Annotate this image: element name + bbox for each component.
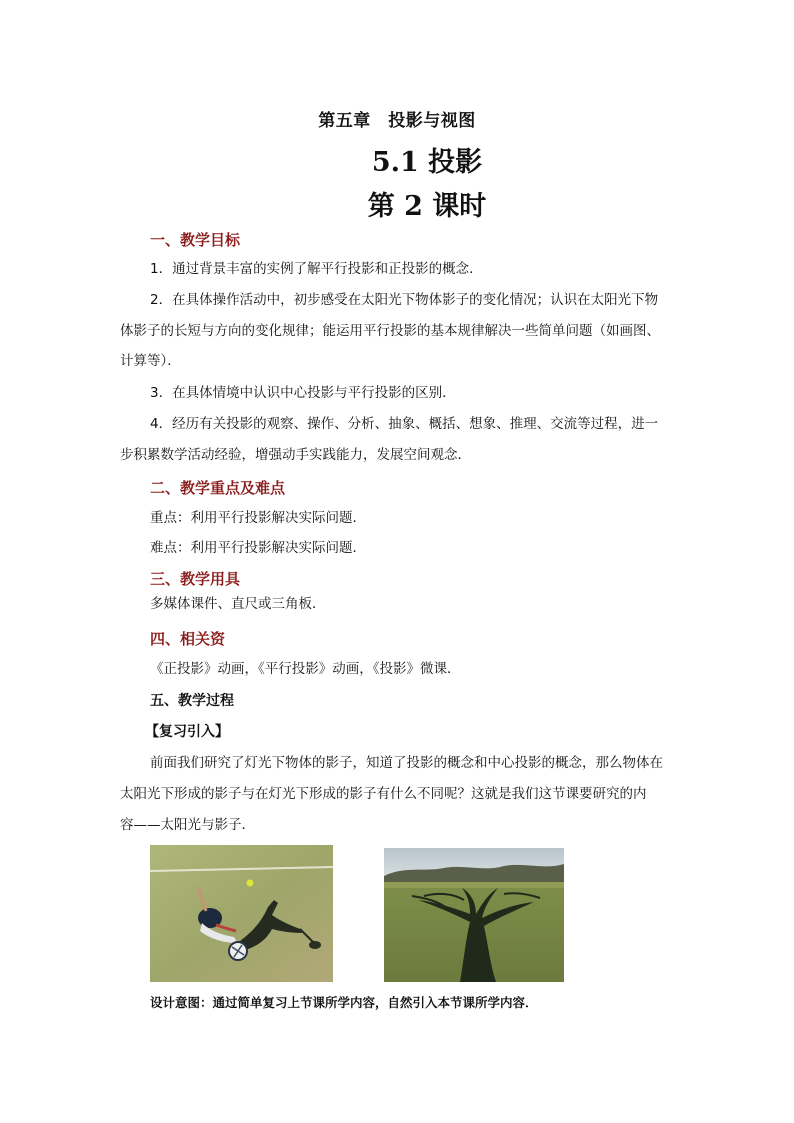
section-heading-process: 五、教学过程 xyxy=(150,693,234,709)
review-line-2: 太阳光下形成的影子与在灯光下形成的影子有什么不同呢？这就是我们这节课要研究的内 xyxy=(120,786,647,802)
goal-4-line-2: 步积累数学活动经验，增强动手实践能力，发展空间观念． xyxy=(120,447,471,463)
goal-2-line-3: 计算等）． xyxy=(120,353,181,369)
resources-text: 《正投影》动画，《平行投影》动画，《投影》微课． xyxy=(150,661,461,677)
section-heading-tools: 三、教学用具 xyxy=(150,570,241,588)
review-label: 【复习引入】 xyxy=(145,724,229,740)
lesson-subtitle: 第 2 课时 xyxy=(367,191,487,222)
lesson-title: 5.1 投影 xyxy=(371,147,483,178)
review-line-3: 容——太阳光与影子． xyxy=(120,817,255,833)
goal-1: 1．通过背景丰富的实例了解平行投影和正投影的概念． xyxy=(150,261,483,277)
goal-2-line-1: 2．在具体操作活动中，初步感受在太阳光下物体影子的变化情况；认识在太阳光下物 xyxy=(150,292,659,308)
section-heading-resources: 四、相关资 xyxy=(150,630,226,648)
section-heading-keypoints: 二、教学重点及难点 xyxy=(150,479,286,497)
goal-3: 3．在具体情境中认识中心投影与平行投影的区别． xyxy=(150,385,456,401)
soccer-shadow-photo xyxy=(150,845,333,982)
goal-4-line-1: 4．经历有关投影的观察、操作、分析、抽象、概括、想象、推理、交流等过程，进一 xyxy=(150,416,659,432)
design-intent-note: 设计意图：通过简单复习上节课所学内容，自然引入本节课所学内容． xyxy=(150,995,538,1010)
tree-shadow-photo xyxy=(384,848,564,982)
difficult-point: 难点：利用平行投影解决实际问题． xyxy=(150,540,366,556)
goal-2-line-2: 体影子的长短与方向的变化规律；能运用平行投影的基本规律解决一些简单问题（如画图、 xyxy=(120,323,660,339)
chapter-heading: 第五章 投影与视图 xyxy=(318,111,476,131)
key-point: 重点：利用平行投影解决实际问题． xyxy=(150,510,366,526)
tools-text: 多媒体课件、直尺或三角板． xyxy=(150,596,326,612)
review-line-1: 前面我们研究了灯光下物体的影子，知道了投影的概念和中心投影的概念，那么物体在 xyxy=(150,755,663,771)
section-heading-goals: 一、教学目标 xyxy=(150,231,241,249)
